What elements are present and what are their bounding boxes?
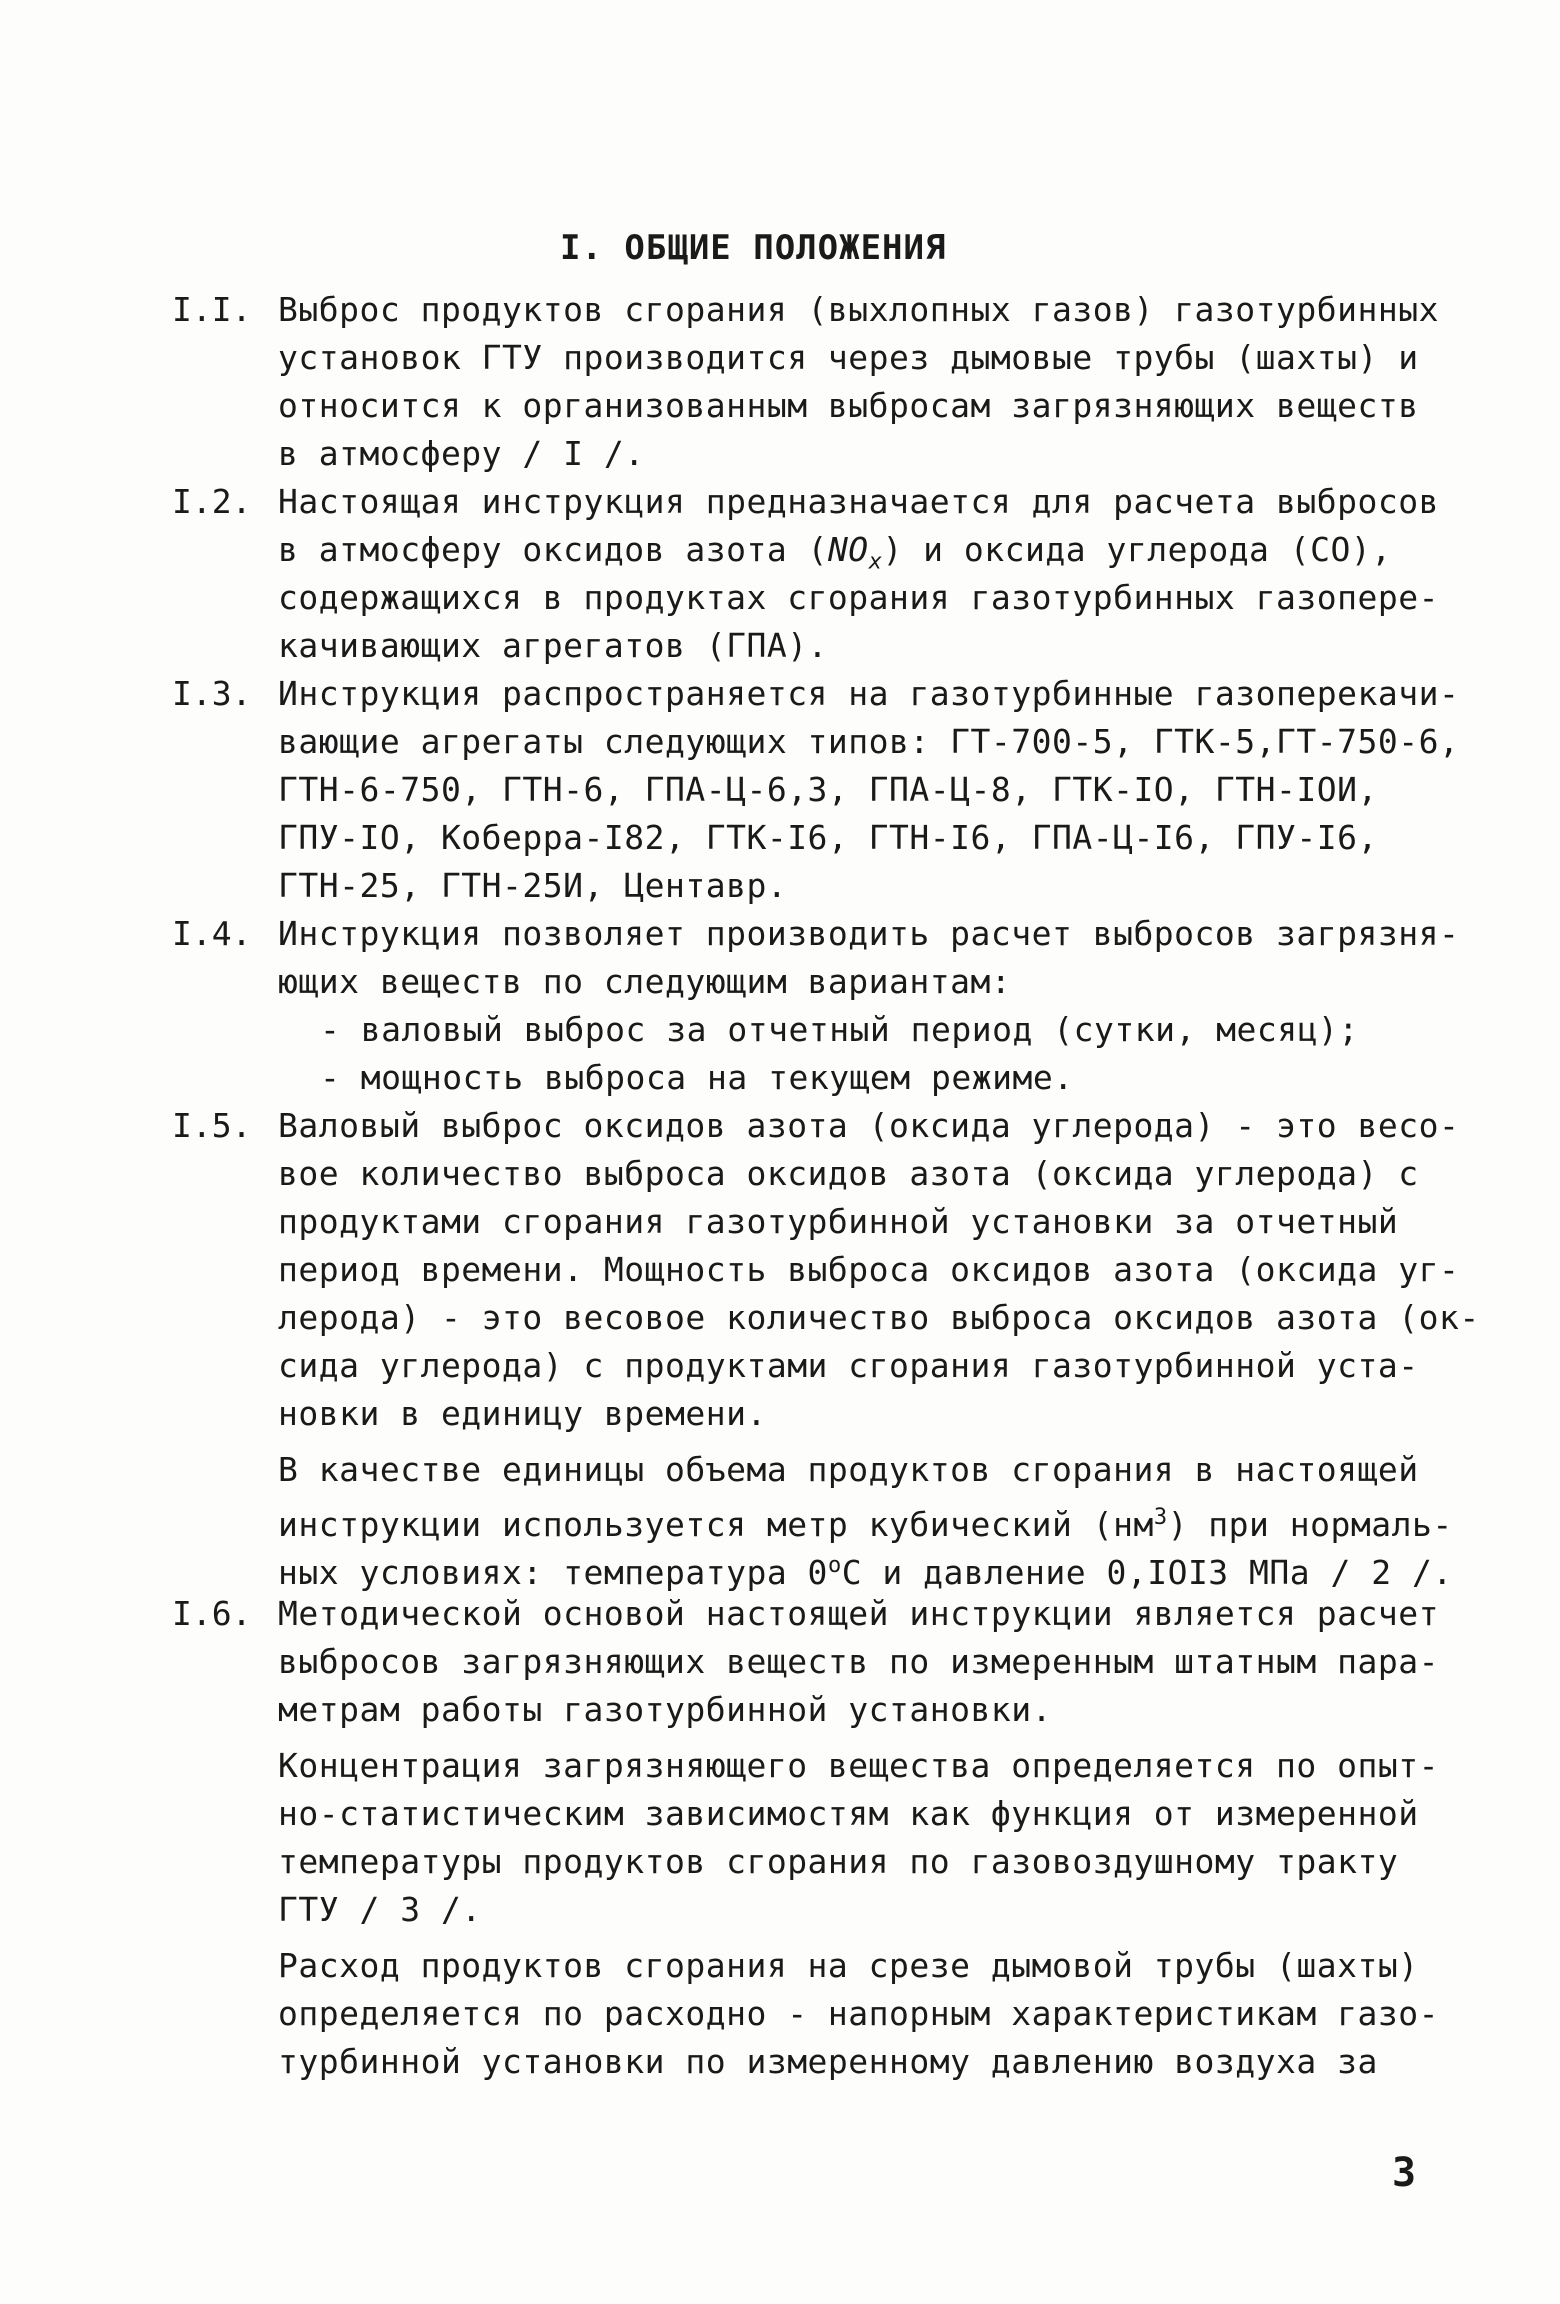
- text-line: В качестве единицы объема продуктов сгорания в настоящей: [278, 1450, 1419, 1489]
- clause-number: I.6.: [172, 1594, 252, 1633]
- text-line: качивающих агрегатов (ГПА).: [278, 626, 828, 665]
- text-fragment: ) и оксида углерода (СО),: [882, 530, 1392, 569]
- text-line: [278, 1546, 1453, 1593]
- text-line: ГТУ / 3 /.: [278, 1890, 482, 1929]
- text-line: продуктами сгорания газотурбинной установки за отчетный: [278, 1202, 1399, 1241]
- text-line: ГТН-6-750, ГТН-6, ГПА-Ц-6,3, ГПА-Ц-8, ГТК-IO, ГТН-IOИ,: [278, 770, 1378, 809]
- text-fragment: инструкции используется метр кубический (нм: [278, 1505, 1154, 1544]
- text-line: установок ГТУ производится через дымовые трубы (шахты) и: [278, 338, 1419, 377]
- text-line: ГПУ-IO, Коберра-I82, ГТК-I6, ГТН-I6, ГПА-Ц-I6, ГПУ-I6,: [278, 818, 1378, 857]
- text-line: [278, 530, 1392, 583]
- text-line: вающие агрегаты следующих типов: ГТ-700-5, ГТК-5,ГТ-750-6,: [278, 722, 1460, 761]
- text-fragment: ) при нормаль-: [1167, 1505, 1453, 1544]
- text-fragment: в атмосферу оксидов азота (: [278, 530, 828, 569]
- text-line: новки в единицу времени.: [278, 1394, 767, 1433]
- clause-number: I.2.: [172, 482, 252, 521]
- subscript: x: [868, 549, 883, 575]
- list-item: - мощность выброса на текущем режиме.: [320, 1058, 1074, 1097]
- text-line: сида углерода) с продуктами сгорания газотурбинной уста-: [278, 1346, 1419, 1385]
- section-heading: I. ОБЩИЕ ПОЛОЖЕНИЯ: [560, 228, 947, 268]
- text-line: Методической основой настоящей инструкции является расчет: [278, 1594, 1439, 1633]
- text-line: Расход продуктов сгорания на срезе дымовой трубы (шахты): [278, 1946, 1419, 1985]
- text-line: в атмосферу / I /.: [278, 434, 645, 473]
- text-line: [278, 1498, 1453, 1545]
- text-line: выбросов загрязняющих веществ по измеренным штатным пара-: [278, 1642, 1439, 1681]
- text-line: температуры продуктов сгорания по газовоздушному тракту: [278, 1842, 1399, 1881]
- superscript: 3: [1153, 1505, 1168, 1530]
- clause-number: I.5.: [172, 1106, 252, 1145]
- text-line: Валовый выброс оксидов азота (оксида углерода) - это весо-: [278, 1106, 1460, 1145]
- text-line: определяется по расходно - напорным характеристикам газо-: [278, 1994, 1439, 2033]
- nox-formula: NO: [827, 530, 869, 569]
- clause-number: I.I.: [172, 290, 252, 329]
- text-line: период времени. Мощность выброса оксидов азота (оксида уг-: [278, 1250, 1460, 1289]
- text-line: относится к организованным выбросам загрязняющих веществ: [278, 386, 1419, 425]
- text-line: лерода) - это весовое количество выброса оксидов азота (ок-: [278, 1298, 1480, 1337]
- text-line: но-статистическим зависимостям как функция от измеренной: [278, 1794, 1419, 1833]
- text-line: Инструкция распространяется на газотурбинные газоперекачи-: [278, 674, 1460, 713]
- text-line: ГТН-25, ГТН-25И, Центавр.: [278, 866, 788, 905]
- text-line: ющих веществ по следующим вариантам:: [278, 962, 1012, 1001]
- clause-number: I.3.: [172, 674, 252, 713]
- text-line: Настоящая инструкция предназначается для расчета выбросов: [278, 482, 1439, 521]
- text-fragment: ных условиях: температура 0: [278, 1553, 828, 1592]
- list-item: - валовый выброс за отчетный период (сутки, месяц);: [320, 1010, 1359, 1049]
- text-line: турбинной установки по измеренному давлению воздуха за: [278, 2042, 1378, 2081]
- text-line: вое количество выброса оксидов азота (оксида углерода) с: [278, 1154, 1419, 1193]
- text-line: Концентрация загрязняющего вещества определяется по опыт-: [278, 1746, 1439, 1785]
- text-line: Выброс продуктов сгорания (выхлопных газов) газотурбинных: [278, 290, 1439, 329]
- text-line: Инструкция позволяет производить расчет выбросов загрязня-: [278, 914, 1460, 953]
- text-line: содержащихся в продуктах сгорания газотурбинных газопере-: [278, 578, 1439, 617]
- superscript: о: [827, 1553, 842, 1578]
- text-line: метрам работы газотурбинной установки.: [278, 1690, 1052, 1729]
- text-fragment: С и давление 0,IOI3 МПа / 2 /.: [841, 1553, 1453, 1592]
- page-number: 3: [1392, 2150, 1417, 2196]
- clause-number: I.4.: [172, 914, 252, 953]
